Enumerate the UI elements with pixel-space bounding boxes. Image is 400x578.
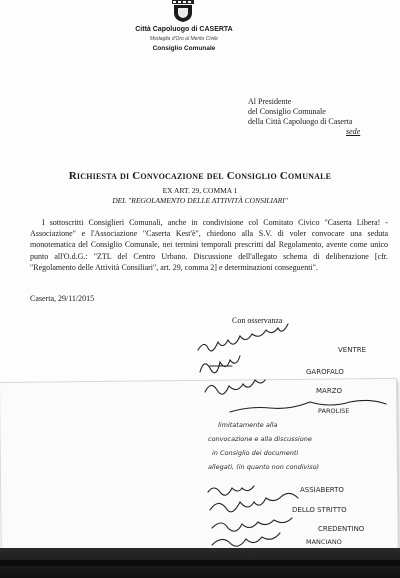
signature-note-line: allegati, (in quanto non condiviso) — [208, 463, 320, 471]
signature-name: MANCIANO — [306, 538, 342, 546]
signature-name: DELLO STRITTO — [292, 506, 347, 514]
signature-note-line: limitatamente alla — [218, 421, 278, 429]
header-medal: Medaglia d'Oro al Merito Civile — [150, 36, 218, 42]
document-subtitle-article: EX ART. 29, COMMA 1 — [162, 186, 238, 195]
signature-note-line: convocazione e alla discussione — [208, 435, 312, 443]
signature-name: GAROFALO — [306, 368, 344, 376]
signature-name: PAROLISE — [318, 407, 350, 415]
request-body-paragraph: I sottoscritti Consiglieri Comunali, anche in condivisione col Comitato Civico "Caserta Libera! - Associazione" e l'Associazione "Caserta Kest'è", chiedono alla S.V. di voler convocare una seduta monotematica del Consiglio Comunale, nei termini temporali prescritti dal Regolamento, avente come unico punto all'O.d.G.: "ZTL del Centro Urbano. Discussione dell'allegato schema di deliberazione [cfr. "Regolamento delle Attività Consiliari", art. 29, comma 2] e determinazioni conseguenti". — [30, 218, 388, 272]
place-date: Caserta, 29/11/2015 — [30, 294, 95, 303]
document-title: Richiesta di Convocazione del Consiglio Comunale — [68, 170, 332, 182]
recipient-sede: sede — [346, 127, 361, 136]
header-city: Città Capoluogo di CASERTA — [135, 26, 233, 33]
closing-salutation: Con osservanza — [232, 316, 283, 325]
city-coat-of-arms-icon — [170, 0, 196, 22]
recipient-line-3: della Città Capoluogo di Caserta — [248, 117, 353, 126]
signature-name: MARZO — [316, 387, 342, 395]
signature-name: CREDENTINO — [318, 525, 365, 533]
recipient-line-2: del Consiglio Comunale — [248, 107, 326, 116]
signature-name: ASSIABERTO — [300, 486, 344, 494]
document-subtitle-regulation: DEL "REGOLAMENTO DELLE ATTIVITÀ CONSILIARI" — [112, 196, 288, 205]
signature-note-line: in Consiglio dei documenti — [212, 449, 299, 457]
signature-sheet — [0, 379, 398, 553]
scan-edge-band — [0, 548, 400, 578]
recipient-line-1: Al Presidente — [248, 97, 292, 106]
signature-name: VENTRE — [338, 346, 367, 354]
header-council: Consiglio Comunale — [152, 45, 216, 52]
